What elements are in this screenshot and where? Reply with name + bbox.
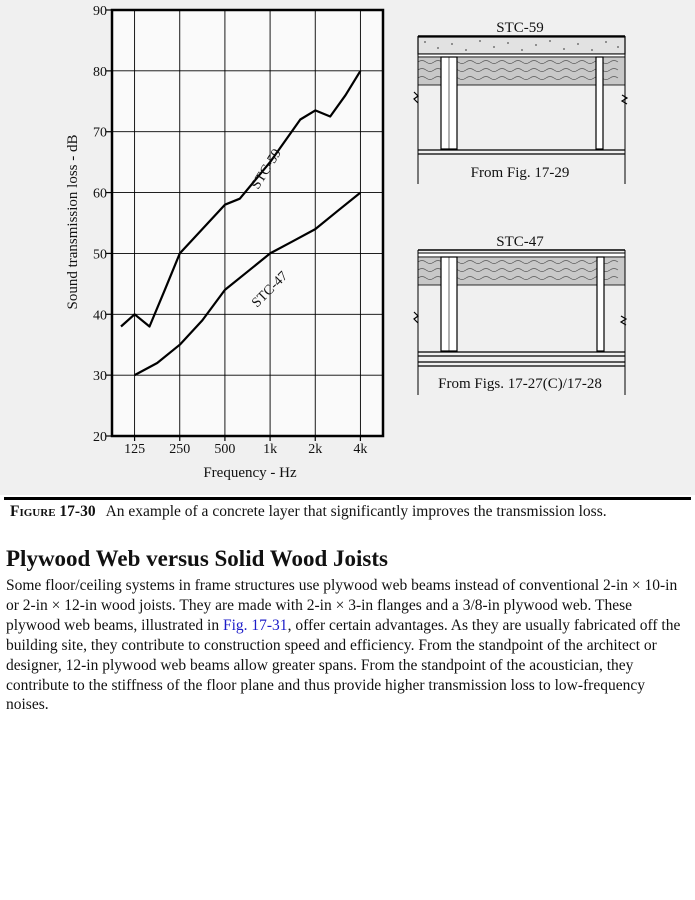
paragraph-text-start: Some floor/ceiling systems in frame structures use plywood web beams instead of conventional 2-in × 10-in or 2-in × 12-in wood joists. They are made with 2-in × 3-in flanges and a 3/8-in plywood web. These plywood web beams, illustrated in: [6, 577, 678, 634]
diagram-source-stc-47: From Figs. 17-27(C)/17-28: [438, 376, 602, 392]
x-axis-label: Frequency - Hz: [203, 465, 297, 481]
diagram-label-stc-59: STC-59: [496, 20, 544, 36]
y-tick-label: 40: [93, 308, 107, 324]
diagram-source-stc-59: From Fig. 17-29: [470, 165, 570, 181]
figure-caption: [10, 503, 690, 521]
x-tick-label: 500: [214, 442, 236, 457]
subfloor: [418, 253, 625, 257]
section-paragraph: [6, 576, 690, 715]
y-tick-label: 70: [93, 125, 107, 141]
joist-right: [596, 57, 603, 149]
diagram-label-stc-47: STC-47: [496, 234, 544, 250]
x-tick-label: 2k: [308, 442, 323, 457]
x-tick-label: 1k: [263, 442, 278, 457]
series-label-stc-47: STC-47: [249, 268, 292, 311]
y-axis-label: Sound transmission loss - dB: [65, 134, 81, 310]
x-tick-label: 125: [124, 442, 146, 457]
y-tick-label: 30: [93, 369, 107, 385]
figure-caption-text: An example of a concrete layer that significantly improves the transmission loss.: [105, 503, 607, 520]
concrete-layer: [418, 37, 625, 54]
transmission-loss-chart: [65, 4, 383, 481]
section-heading: Plywood Web versus Solid Wood Joists: [6, 546, 388, 571]
joist-right: [597, 257, 604, 351]
plot-area: [112, 10, 383, 436]
y-tick-label: 80: [93, 64, 107, 80]
y-tick-label: 20: [93, 430, 107, 445]
figure-link[interactable]: Fig. 17-31: [222, 616, 288, 634]
y-tick-label: 60: [93, 186, 107, 202]
figure-caption-label: Figure 17-30: [10, 503, 96, 520]
x-tick-label: 250: [169, 442, 191, 457]
paragraph-text-end: , offer certain advantages. As they are usually fabricated off the building site, they contribute to construction speed and efficiency. From the standpoint of the architect or designer, 12-in plywood web beams allow greater spans. From the standpoint of the acoustician, they contribute to the stiffness of the floor plane and thus provide higher transmission loss to low-frequency noises.: [6, 616, 681, 714]
x-tick-label: 4k: [353, 442, 368, 457]
series-label-stc-59: STC-59: [248, 146, 285, 193]
y-tick-label: 90: [93, 4, 107, 19]
y-tick-label: 50: [93, 247, 107, 263]
caption-rule: [4, 497, 691, 500]
